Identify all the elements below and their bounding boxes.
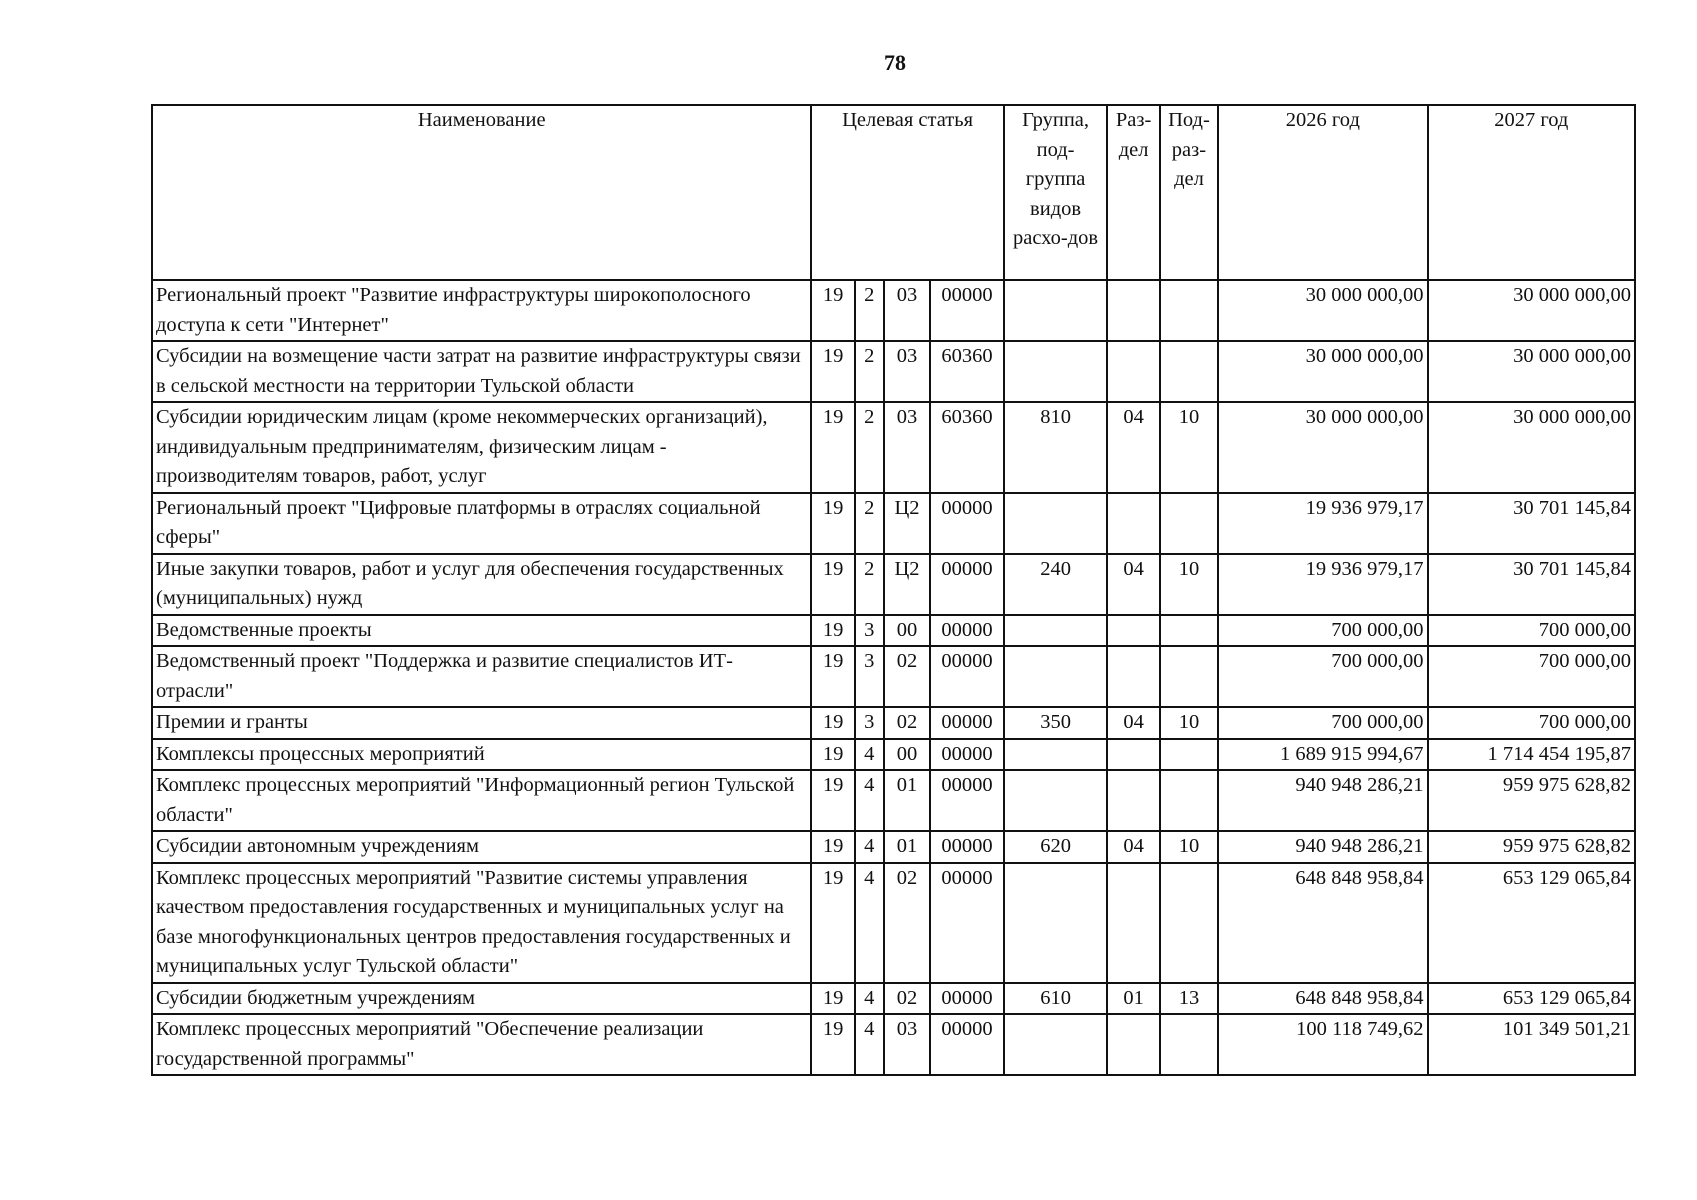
target-article-structure-cell: 03 [884, 341, 930, 402]
table-row [152, 707, 1635, 739]
amount-2027-cell: 653 129 065,84 [1428, 863, 1635, 983]
target-article-direction-cell: 60360 [930, 341, 1004, 402]
amount-2026-cell: 700 000,00 [1218, 707, 1427, 739]
target-article-type-cell: 2 [855, 493, 884, 554]
row-name-cell: Субсидии юридическим лицам (кроме некоммерческих организаций), индивидуальным предпринимателям, физическим лицам - производителям товаров, работ, услуг [152, 402, 811, 493]
target-article-program-cell: 19 [811, 402, 854, 493]
target-article-structure-cell: 00 [884, 739, 930, 771]
expense-group-cell: 350 [1004, 707, 1108, 739]
section-cell [1107, 280, 1159, 341]
subsection-cell [1160, 493, 1218, 554]
amount-2027-cell: 700 000,00 [1428, 615, 1635, 647]
target-article-direction-cell: 00000 [930, 1014, 1004, 1075]
expense-group-cell: 610 [1004, 983, 1108, 1015]
row-name-cell: Региональный проект "Цифровые платформы в отраслях социальной сферы" [152, 493, 811, 554]
row-name-cell: Субсидии автономным учреждениям [152, 831, 811, 863]
target-article-direction-cell: 00000 [930, 739, 1004, 771]
amount-2026-cell: 19 936 979,17 [1218, 493, 1427, 554]
table-row [152, 739, 1635, 771]
target-article-direction-cell: 00000 [930, 646, 1004, 707]
header-section: Раз-дел [1107, 105, 1159, 280]
target-article-type-cell: 4 [855, 770, 884, 831]
subsection-cell: 10 [1160, 402, 1218, 493]
row-name-cell: Субсидии на возмещение части затрат на развитие инфраструктуры связи в сельской местности на территории Тульской области [152, 341, 811, 402]
subsection-cell [1160, 341, 1218, 402]
expense-group-cell: 620 [1004, 831, 1108, 863]
amount-2026-cell: 940 948 286,21 [1218, 770, 1427, 831]
section-cell: 04 [1107, 402, 1159, 493]
subsection-cell [1160, 646, 1218, 707]
amount-2027-cell: 700 000,00 [1428, 707, 1635, 739]
table-row [152, 341, 1635, 402]
target-article-direction-cell: 00000 [930, 831, 1004, 863]
target-article-structure-cell: 03 [884, 1014, 930, 1075]
section-cell [1107, 493, 1159, 554]
subsection-cell [1160, 770, 1218, 831]
target-article-type-cell: 2 [855, 402, 884, 493]
section-cell: 04 [1107, 831, 1159, 863]
target-article-type-cell: 4 [855, 1014, 884, 1075]
target-article-type-cell: 4 [855, 983, 884, 1015]
table-row [152, 493, 1635, 554]
section-cell [1107, 739, 1159, 771]
target-article-program-cell: 19 [811, 739, 854, 771]
target-article-program-cell: 19 [811, 863, 854, 983]
target-article-direction-cell: 00000 [930, 280, 1004, 341]
subsection-cell [1160, 863, 1218, 983]
amount-2027-cell: 30 701 145,84 [1428, 493, 1635, 554]
target-article-direction-cell: 00000 [930, 493, 1004, 554]
target-article-program-cell: 19 [811, 615, 854, 647]
target-article-direction-cell: 00000 [930, 615, 1004, 647]
table-row [152, 402, 1635, 493]
table-row [152, 615, 1635, 647]
subsection-cell [1160, 615, 1218, 647]
section-cell [1107, 1014, 1159, 1075]
section-cell [1107, 770, 1159, 831]
amount-2027-cell: 30 000 000,00 [1428, 341, 1635, 402]
expense-group-cell [1004, 863, 1108, 983]
expense-group-cell [1004, 1014, 1108, 1075]
section-cell [1107, 341, 1159, 402]
expense-group-cell [1004, 341, 1108, 402]
subsection-cell [1160, 739, 1218, 771]
target-article-structure-cell: 02 [884, 646, 930, 707]
amount-2026-cell: 30 000 000,00 [1218, 341, 1427, 402]
target-article-direction-cell: 60360 [930, 402, 1004, 493]
row-name-cell: Комплекс процессных мероприятий "Информационный регион Тульской области" [152, 770, 811, 831]
subsection-cell [1160, 280, 1218, 341]
amount-2027-cell: 700 000,00 [1428, 646, 1635, 707]
header-target-article: Целевая статья [811, 105, 1003, 280]
target-article-direction-cell: 00000 [930, 554, 1004, 615]
row-name-cell: Комплекс процессных мероприятий "Развитие системы управления качеством предоставления государственных и муниципальных услуг на базе многофункциональных центров предоставления государственных и муниципальных услуг Тульской области" [152, 863, 811, 983]
budget-table [151, 104, 1636, 1076]
expense-group-cell [1004, 770, 1108, 831]
table-row [152, 554, 1635, 615]
row-name-cell: Комплекс процессных мероприятий "Обеспечение реализации государственной программы" [152, 1014, 811, 1075]
expense-group-cell [1004, 493, 1108, 554]
amount-2027-cell: 653 129 065,84 [1428, 983, 1635, 1015]
table-row [152, 831, 1635, 863]
amount-2027-cell: 30 000 000,00 [1428, 280, 1635, 341]
target-article-program-cell: 19 [811, 554, 854, 615]
amount-2027-cell: 959 975 628,82 [1428, 831, 1635, 863]
amount-2026-cell: 940 948 286,21 [1218, 831, 1427, 863]
amount-2026-cell: 100 118 749,62 [1218, 1014, 1427, 1075]
amount-2027-cell: 101 349 501,21 [1428, 1014, 1635, 1075]
target-article-structure-cell: 03 [884, 280, 930, 341]
target-article-program-cell: 19 [811, 831, 854, 863]
table-row [152, 280, 1635, 341]
target-article-structure-cell: 00 [884, 615, 930, 647]
subsection-cell: 13 [1160, 983, 1218, 1015]
row-name-cell: Субсидии бюджетным учреждениям [152, 983, 811, 1015]
amount-2026-cell: 700 000,00 [1218, 646, 1427, 707]
target-article-type-cell: 2 [855, 280, 884, 341]
target-article-direction-cell: 00000 [930, 707, 1004, 739]
section-cell: 04 [1107, 554, 1159, 615]
table-header-row [152, 105, 1635, 280]
target-article-direction-cell: 00000 [930, 770, 1004, 831]
target-article-structure-cell: 01 [884, 831, 930, 863]
expense-group-cell [1004, 615, 1108, 647]
expense-group-cell: 240 [1004, 554, 1108, 615]
row-name-cell: Ведомственные проекты [152, 615, 811, 647]
table-row [152, 770, 1635, 831]
row-name-cell: Комплексы процессных мероприятий [152, 739, 811, 771]
amount-2026-cell: 700 000,00 [1218, 615, 1427, 647]
section-cell [1107, 615, 1159, 647]
target-article-program-cell: 19 [811, 707, 854, 739]
target-article-structure-cell: 03 [884, 402, 930, 493]
expense-group-cell [1004, 646, 1108, 707]
expense-group-cell [1004, 280, 1108, 341]
table-body [152, 280, 1635, 1075]
target-article-type-cell: 3 [855, 615, 884, 647]
target-article-structure-cell: 02 [884, 863, 930, 983]
target-article-direction-cell: 00000 [930, 983, 1004, 1015]
amount-2026-cell: 1 689 915 994,67 [1218, 739, 1427, 771]
amount-2026-cell: 648 848 958,84 [1218, 983, 1427, 1015]
target-article-structure-cell: Ц2 [884, 493, 930, 554]
subsection-cell: 10 [1160, 707, 1218, 739]
table-row [152, 863, 1635, 983]
target-article-type-cell: 3 [855, 646, 884, 707]
header-expense-group: Группа, под-группа видов расхо-дов [1004, 105, 1108, 280]
table-row [152, 646, 1635, 707]
header-name: Наименование [152, 105, 811, 280]
target-article-direction-cell: 00000 [930, 863, 1004, 983]
target-article-program-cell: 19 [811, 280, 854, 341]
amount-2027-cell: 959 975 628,82 [1428, 770, 1635, 831]
row-name-cell: Премии и гранты [152, 707, 811, 739]
subsection-cell: 10 [1160, 831, 1218, 863]
target-article-structure-cell: Ц2 [884, 554, 930, 615]
amount-2026-cell: 30 000 000,00 [1218, 280, 1427, 341]
target-article-program-cell: 19 [811, 770, 854, 831]
row-name-cell: Региональный проект "Развитие инфраструктуры широкополосного доступа к сети "Интернет" [152, 280, 811, 341]
target-article-program-cell: 19 [811, 341, 854, 402]
target-article-type-cell: 2 [855, 341, 884, 402]
row-name-cell: Иные закупки товаров, работ и услуг для обеспечения государственных (муниципальных) нужд [152, 554, 811, 615]
target-article-type-cell: 4 [855, 831, 884, 863]
target-article-type-cell: 4 [855, 739, 884, 771]
section-cell: 04 [1107, 707, 1159, 739]
subsection-cell [1160, 1014, 1218, 1075]
target-article-type-cell: 4 [855, 863, 884, 983]
header-year-2027: 2027 год [1428, 105, 1635, 280]
expense-group-cell [1004, 739, 1108, 771]
row-name-cell: Ведомственный проект "Поддержка и развитие специалистов ИТ-отрасли" [152, 646, 811, 707]
amount-2027-cell: 30 000 000,00 [1428, 402, 1635, 493]
amount-2026-cell: 648 848 958,84 [1218, 863, 1427, 983]
expense-group-cell: 810 [1004, 402, 1108, 493]
amount-2027-cell: 30 701 145,84 [1428, 554, 1635, 615]
target-article-type-cell: 2 [855, 554, 884, 615]
target-article-type-cell: 3 [855, 707, 884, 739]
target-article-structure-cell: 01 [884, 770, 930, 831]
section-cell [1107, 646, 1159, 707]
target-article-program-cell: 19 [811, 1014, 854, 1075]
amount-2026-cell: 30 000 000,00 [1218, 402, 1427, 493]
target-article-structure-cell: 02 [884, 707, 930, 739]
table-row [152, 983, 1635, 1015]
amount-2027-cell: 1 714 454 195,87 [1428, 739, 1635, 771]
target-article-program-cell: 19 [811, 646, 854, 707]
header-year-2026: 2026 год [1218, 105, 1427, 280]
page-number: 78 [884, 50, 906, 75]
table-row [152, 1014, 1635, 1075]
section-cell [1107, 863, 1159, 983]
section-cell: 01 [1107, 983, 1159, 1015]
target-article-program-cell: 19 [811, 493, 854, 554]
amount-2026-cell: 19 936 979,17 [1218, 554, 1427, 615]
header-subsection: Под-раз-дел [1160, 105, 1218, 280]
target-article-program-cell: 19 [811, 983, 854, 1015]
subsection-cell: 10 [1160, 554, 1218, 615]
target-article-structure-cell: 02 [884, 983, 930, 1015]
